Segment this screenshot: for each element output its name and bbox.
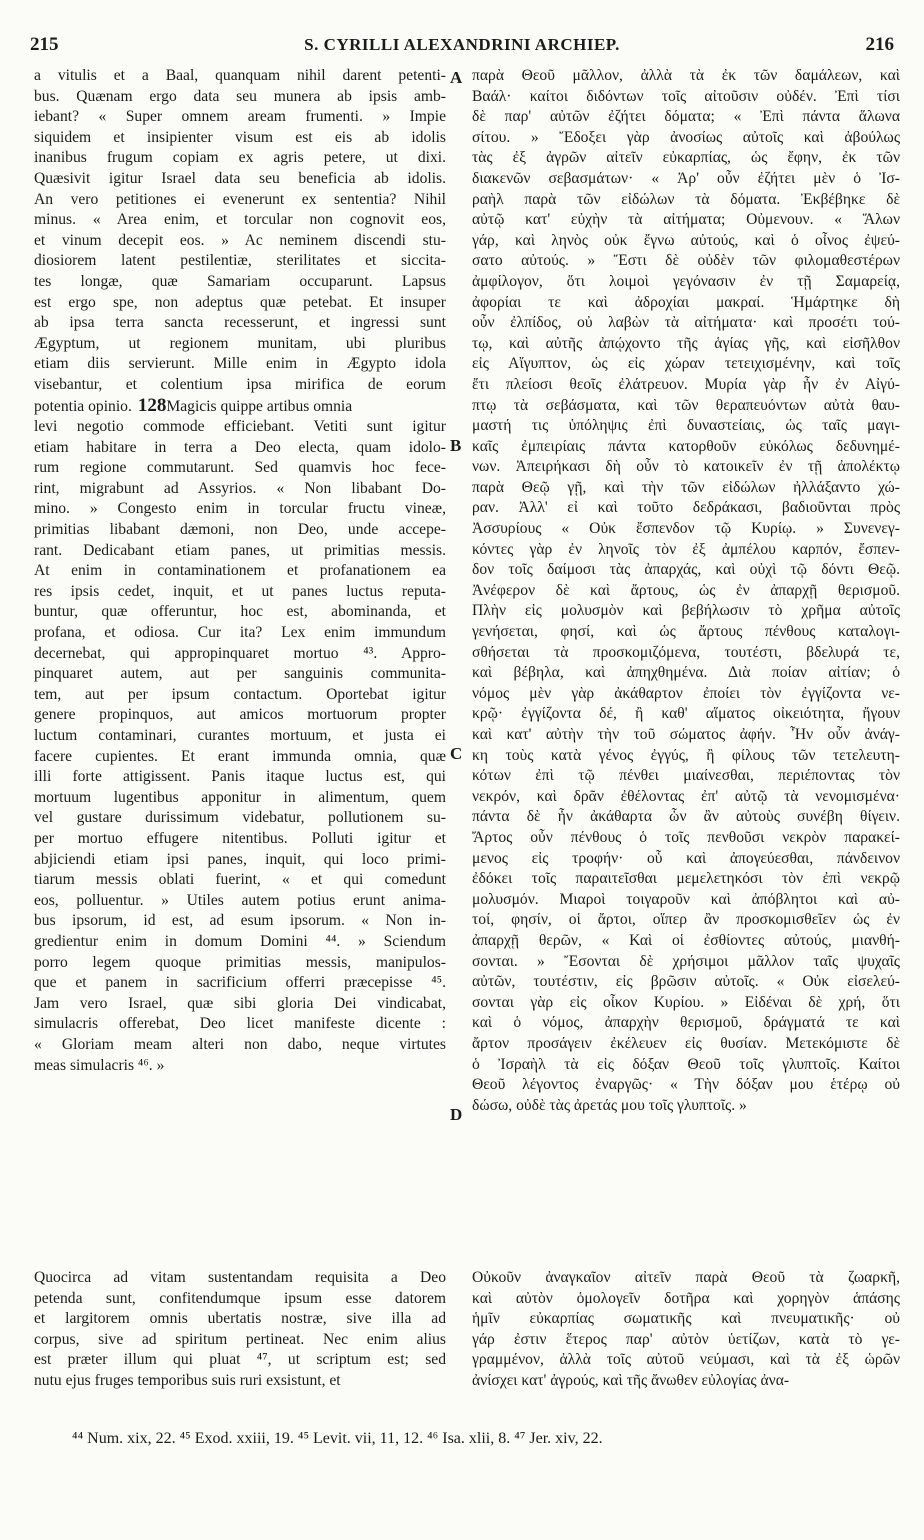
- text-line: τοί, φησίν, οἱ ἄρτοι, οἵπερ ἂν προσκομισθεῖεν ὡς ἐν: [472, 911, 900, 929]
- section-marker-c: C: [450, 744, 463, 763]
- text-line: genere propinquos, aut amicos mortuorum propter: [34, 706, 446, 724]
- text-line: γάρ ἐστιν ἕτερος παρ' αὐτὸν ὑετίζων, κατὰ τὸ γε-: [472, 1330, 900, 1348]
- text-line: κόντες γὰρ ἐν ληνοῖς τὸν ἐξ ἀμπέλου καρπόν, ἔσπεν-: [472, 540, 900, 558]
- right-page-number: 216: [865, 34, 894, 55]
- text-line: γάρ, καὶ ληνὸς οὐκ ἔγνω αὐτούς, καὶ ὁ οἶνος ἐψεύ-: [472, 231, 900, 249]
- text-line: τὰς ἐξ ἀγρῶν αἰτεῖν εὐκαρπίας, ὡς ἔφην, ἐκ τῶν: [472, 149, 900, 167]
- text-line: que et panem in sacrificium offerri præcepisse ⁴⁵.: [34, 974, 446, 992]
- text-line: νεκρόν, καὶ δρᾶν ἐθέλοντας ἐπ' αὐτῷ τὰ νενομισμένα·: [472, 787, 900, 805]
- text-line: eos, polluentur. » Utiles autem potius erunt anima-: [34, 891, 446, 909]
- text-line: καὶ ὁ νόμος, ἀπαρχὴν θερισμοῦ, δράγματά τε καὶ: [472, 1014, 900, 1032]
- section-marker-d: D: [450, 1105, 463, 1124]
- text-line: est ergo spe, non adeptus quæ petebat. Et insuper: [34, 293, 446, 311]
- greek-column: [472, 66, 900, 1116]
- text-line: αὐτῷ κατ' εὐχὴν τὰ αἰτήματα; Οὐμενουν. « Ἅλων: [472, 211, 900, 229]
- text-line: σονται. » Ἔσονται δὲ χρήσιμοι μᾶλλον ταῖς ψυχαῖς: [472, 952, 900, 970]
- text-line: bus. Quænam ergo data seu munera ab ipsis amb-: [34, 87, 446, 105]
- text-line: tem, aut per ipsum contactum. Oportebat igitur: [34, 685, 446, 703]
- text-line: ἔτι πλείοσι θεοῖς ἐλάτρευον. Μυρία γὰρ ἦν ἐν Αἰγύ-: [472, 375, 900, 393]
- text-line: γραμμένον, ἀλλὰ τοῖς αὐτοῦ νεύμασι, καὶ τὰ ἐξ ὡρῶν: [472, 1351, 900, 1369]
- text-line: Πλὴν εἰς μολυσμὸν καὶ βεβήλωσιν τὸ χρῆμα αὐτοῖς: [472, 602, 900, 620]
- text-line: τῳ, καὶ αὐτῆς ἀπῴχοντο τῆς ἁγίας γῆς, καὶ εἰσῆλθον: [472, 334, 900, 352]
- text-line: σατο αὐτούς. » Ἔστι δὲ οὐδὲν τῶν φιλομαθεστέρων: [472, 252, 900, 270]
- running-title: S. CYRILLI ALEXANDRINI ARCHIEP.: [304, 35, 620, 54]
- text-line: At enim in contaminationem et profanationem ea: [34, 562, 446, 580]
- text-line: facere cupientes. Et erant immunda omnia, quæ: [34, 747, 446, 765]
- text-line: κρῷ· ἐγγίζοντα δέ, ἢ καθ' αἵματος οἰκειότητα, ἤγουν: [472, 705, 900, 723]
- section-marker-a: A: [450, 68, 463, 87]
- text-line: δον τοῖς δαίμοσι τὰς ἀπαρχάς, καὶ οὐχὶ τῷ δόντι Θεῷ.: [472, 561, 900, 579]
- text-line: levi negotio commode efficiebant. Vetiti sunt igitur: [34, 418, 446, 436]
- text-line: nutu ejus fruges temporibus suis ruri exsistunt, et: [34, 1371, 341, 1389]
- text-line: corpus, sive ad spiritum pertineat. Nec enim alius: [34, 1330, 446, 1348]
- text-line: illi forte attigissent. Panis itaque luctus est, qui: [34, 768, 446, 786]
- text-line: μαστή τις ὑπόληψις ἐπὶ δυναστείαις, ὡς ταῖς μαγι-: [472, 417, 900, 435]
- text-line: καὶ κατ' αὐτὴν τὴν τοῦ σώματος ἀφήν. Ἦν οὖν ἀνάγ-: [472, 726, 900, 743]
- page-header: [30, 30, 894, 60]
- text-line: rum regione commutarunt. Sed quamvis hoc fece-: [34, 459, 446, 477]
- text-line: νόμος μὲν γὰρ ἀκάθαρτον ἐποίει τὸν ἐγγίζοντα νε-: [472, 684, 900, 702]
- text-line: etiam diis servierunt. Mille enim in Ægypto idola: [34, 355, 446, 373]
- text-line: ab ipsa terra sancta recesserunt, et ingressi sunt: [34, 314, 446, 332]
- text-line: profana, et odiosa. Cur ita? Lex enim immundum: [34, 624, 446, 642]
- text-line-fragment: potentia opinio.: [34, 397, 132, 415]
- section-marker-b: B: [450, 436, 462, 455]
- text-line: est præter illum qui pluat ⁴⁷, ut scriptum est; sed: [34, 1351, 446, 1369]
- text-line: vel gustare durissimum videbatur, pollutionem su-: [34, 809, 446, 827]
- text-line: δώσω, οὐδὲ τὰς ἀρετάς μου τοῖς γλυπτοῖς. »: [472, 1096, 747, 1114]
- text-line: ἀφορίαι τε καὶ ἀδροχίαι μακραί. Ἡμάρτηκε δὴ: [472, 293, 900, 311]
- text-line: Quocirca ad vitam sustentandam requisita a Deo: [34, 1269, 446, 1286]
- text-line: καὶ βέβηλα, καὶ ἀπηχθημένα. Διὰ ποίαν αἰτίαν; ὁ: [472, 664, 900, 682]
- text-line: παρὰ Θεοῦ μᾶλλον, ἀλλὰ τὰ ἐκ τῶν δαμάλεων, καὶ: [472, 67, 900, 84]
- text-line: ραν. Ἀλλ' εἰ καὶ τοῦτο δεδράκασι, βαδιοῦνται πρὸς: [472, 499, 900, 517]
- text-line: Θεοῦ λέγοντος ἐναργῶς· « Τὴν δόξαν μου ἑτέρῳ οὐ: [472, 1076, 900, 1094]
- text-line: res ipsis cedet, inquit, et ut panes luctus reputa-: [34, 582, 446, 600]
- text-line: petenda sunt, confitendumque ipsum esse datorem: [34, 1289, 446, 1307]
- text-line: διακενῶν σεβασμάτων· « Ἀρ' οὖν ἐζήτει μὲν ὁ Ἰσ-: [472, 169, 900, 187]
- text-line-fragment: Magicis quippe artibus omnia: [166, 397, 353, 415]
- text-line: οὖν ἐλπίδος, οὐ λαβὼν τὰ αἰτήματα· καὶ προσέτι τού-: [472, 314, 900, 332]
- text-line: κη τοὺς κατὰ γένος ἐγγύς, ἢ φίλους τῶν τετελευτη-: [472, 746, 900, 764]
- footnotes: ⁴⁴ Num. xix, 22. ⁴⁵ Exod. xxiii, 19. ⁴⁵ Levit. vii, 11, 12. ⁴⁶ Isa. xlii, 8. ⁴⁷ Jer. xiv, 22.: [72, 1430, 603, 1447]
- text-line: σονται γὰρ εἰς οἶκον Κυρίου. » Εἰδέναι δὲ χρή, ὅτι: [472, 993, 900, 1011]
- text-line: tes longæ, quæ Samariam occuparunt. Lapsus: [34, 272, 446, 290]
- text-line: ἄρτον προσάγειν ἐκέλευεν εἰς θυσίαν. Μετεκόμιστε δὲ: [472, 1034, 900, 1052]
- text-line: et vinum decepit eos. » Ac neminem discendi stu-: [34, 231, 446, 249]
- text-line: αὐτῶν, τουτέστιν, εἰς βρῶσιν αὐτοῖς. « Οὐκ εἰσελεύ-: [472, 973, 900, 991]
- text-line: ἀπαρχῇ θερῶν, « Καὶ οἱ ἐσθίοντες αὐτούς, μιανθή-: [472, 931, 900, 949]
- text-line: καὶ αὐτὸν ὁμολογεῖν δοτῆρα καὶ χορηγὸν ἁπάσης: [472, 1289, 900, 1307]
- text-line: rant. Dedicabant etiam panes, ut primitias messis.: [34, 541, 446, 559]
- text-line: et largitorem omnis ubertatis nostræ, sive illa ad: [34, 1310, 446, 1328]
- text-line: ἐδόκει τοῖς παραιτεῖσθαι μεμελετηκόσι τὸν ἐπὶ νεκρῷ: [472, 870, 900, 888]
- text-line: ὁ Ἰσραὴλ τὰ εἰς δόξαν Θεοῦ τοῖς γλυπτοῖς. Καίτοι: [472, 1055, 900, 1073]
- text-line: καῖς ἐμπειρίαις πάντα κατορθοῦν εὐκόλως δεδυνημέ-: [472, 437, 900, 455]
- text-line: meas simulacris ⁴⁶. »: [34, 1056, 165, 1074]
- text-line: porro legem quoque primitias messis, manipulos-: [34, 953, 446, 971]
- text-line: tiarum messis oblati fuerint, « et qui comedunt: [34, 871, 446, 889]
- text-line: iebant? « Super omnem aream frumenti. » Impie: [34, 108, 446, 126]
- text-line: « Gloriam meam alteri non dabo, neque virtutes: [34, 1035, 446, 1053]
- text-line: δὲ παρ' αὐτῶν ἐζήτει δόματα; « Ἐπὶ πάντα ἅλωνα: [472, 108, 900, 126]
- text-line: Ἀσσυρίους « Οὐκ ἔσπενδον τῷ Κυρίῳ. » Συνενεγ-: [472, 520, 900, 538]
- text-line: ραὴλ παρὰ τῶν εἰδώλων τὰ δόματα. Ἐκβέβηκε δὲ: [472, 190, 900, 208]
- text-line: luctum contaminari, curantes mortuum, et justa ei: [34, 727, 446, 744]
- text-line: minus. « Area enim, et torcular non cognovit eos,: [34, 211, 446, 229]
- text-line: νων. Ἀπειρήκασι δὴ οὖν τὸ κατοικεῖν ἐν τῇ ἀπολέκτῳ: [472, 458, 900, 476]
- text-line: abjiciendi etiam ipsi panes, inquit, qui loco primi-: [34, 850, 446, 868]
- text-line: diosiorem latent pestilentiæ, sterilitates et siccita-: [34, 252, 446, 270]
- text-line: per mortuo effugere nitentibus. Polluti igitur et: [34, 829, 446, 847]
- column-number: 128: [137, 394, 167, 416]
- left-page-number: 215: [30, 34, 59, 55]
- text-line: πτῳ τὰ σεβάσματα, καὶ τῶν θεραπευόντων αὐτὰ θαυ-: [472, 396, 900, 414]
- text-line: εἰς Αἴγυπτον, ὡς εἰς χώραν τετειχισμένην, καὶ τοῖς: [472, 355, 900, 373]
- text-line: κότων ἐπὶ τῷ πένθει μιαίνεσθαι, περιέποντας τὸν: [472, 767, 900, 785]
- text-line: siquidem et insipienter visum est eis ab idolis: [34, 128, 446, 146]
- text-line: Ἄρτος οὖν πένθους ὁ τοῖς πενθοῦσι νεκρὸν παρακεί-: [472, 828, 900, 846]
- text-line: mino. » Congesto enim in torcular fructu vineæ,: [34, 500, 446, 518]
- text-line: ἀμφίλογον, ὅτι λοιμοὶ γεγόνασιν ἐν τῇ Σαμαρείᾳ,: [472, 272, 900, 290]
- text-line: πάντα δὲ ἦν ἀκάθαρτα ὧν ἂν αὐτοὺς συνέβη θίγειν.: [472, 808, 900, 826]
- text-line: decernebat, qui appropinquaret mortuo ⁴³. Appro-: [34, 644, 446, 662]
- text-line: mortuum lugentibus apponitur in alimentum, quem: [34, 788, 446, 806]
- text-line: buntur, quæ offeruntur, hoc est, abominanda, et: [34, 603, 446, 621]
- greek-paragraph-2: [472, 1268, 900, 1392]
- text-line: Ἀνέφερον δὲ καὶ ἄρτους, ὡς ἐν ἀπαρχῇ θερισμοῦ.: [472, 581, 900, 599]
- text-line: bus ipsorum, id est, ad esum ipsorum. « Non in-: [34, 912, 446, 930]
- text-line: σθήσεται τὰ προσκομιζόμενα, τουτέστι, βδελυρά τε,: [472, 643, 900, 661]
- text-line: pinquaret autem, aut per sanguinis communita-: [34, 665, 446, 683]
- text-line: gredientur enim in domum Domini ⁴⁴. » Sciendum: [34, 932, 446, 950]
- text-line: Jam vero Israel, quæ sibi gloria Dei vindicabat,: [34, 994, 446, 1012]
- text-line: γενήσεται, φησί, καὶ ὡς ἄρτους πένθους καταλογι-: [472, 623, 900, 641]
- text-line: [34, 396, 446, 418]
- text-line: μολυσμόν. Μιαροὶ τοιγαροῦν καὶ ἀπόβλητοι καὶ αὐ-: [472, 890, 900, 908]
- latin-paragraph-2: [34, 1268, 446, 1392]
- text-line: ἡμῖν εὐκαρπίας σωματικῆς καὶ πνευματικῆς· οὐ: [472, 1310, 900, 1328]
- text-line: a vitulis et a Baal, quanquam nihil darent petenti-: [34, 67, 446, 84]
- text-line: etiam habitare in terra a Deo electa, quam idolo-: [34, 438, 446, 456]
- text-line: rint, migrabunt ad Assyrios. « Non libabant Do-: [34, 479, 446, 497]
- text-line: Οὐκοῦν ἀναγκαῖον αἰτεῖν παρὰ Θεοῦ τὰ ζωαρκῆ,: [472, 1269, 900, 1286]
- text-line: μενος εἰς τροφήν· οὗ καὶ ἀπογεύεσθαι, πάνδεινον: [472, 849, 900, 867]
- text-line: An vero petitiones ei evenerunt ex sententia? Nihil: [34, 190, 446, 208]
- text-line: σίτου. » Ἔδοξει γὰρ ἀνοσίως αὐτοῖς καὶ ἀβούλως: [472, 128, 900, 146]
- text-line: primitias libabant dæmoni, non Deo, unde accepe-: [34, 521, 446, 539]
- text-line: Quæsivit igitur Israel data seu beneficia ab idolis.: [34, 169, 446, 187]
- latin-column: [34, 66, 446, 1076]
- text-line: ἀνίσχει κατ' ἀγρούς, καὶ τῆς ἄνωθεν εὐλογίας ἀνα-: [472, 1371, 790, 1389]
- text-line: παρὰ Θεῷ γῇ, καὶ τὴν τῶν εἰδώλων ἠλλάξαντο χώ-: [472, 478, 900, 496]
- text-line: Ægyptum, ut regionem munitam, ubi pluribus: [34, 334, 446, 352]
- text-line: inanibus frugum copiam ex agris petere, ut dixi.: [34, 149, 446, 167]
- text-line: simulacris offerebat, Deo licet manifeste dicente :: [34, 1015, 446, 1033]
- text-line: visebantur, et colentium ipsa mirifica de eorum: [34, 375, 446, 393]
- text-line: Βαάλ· καίτοι διδόντων τοῖς αἰτοῦσιν οὐδέν. Ἐπὶ τίσι: [472, 87, 900, 105]
